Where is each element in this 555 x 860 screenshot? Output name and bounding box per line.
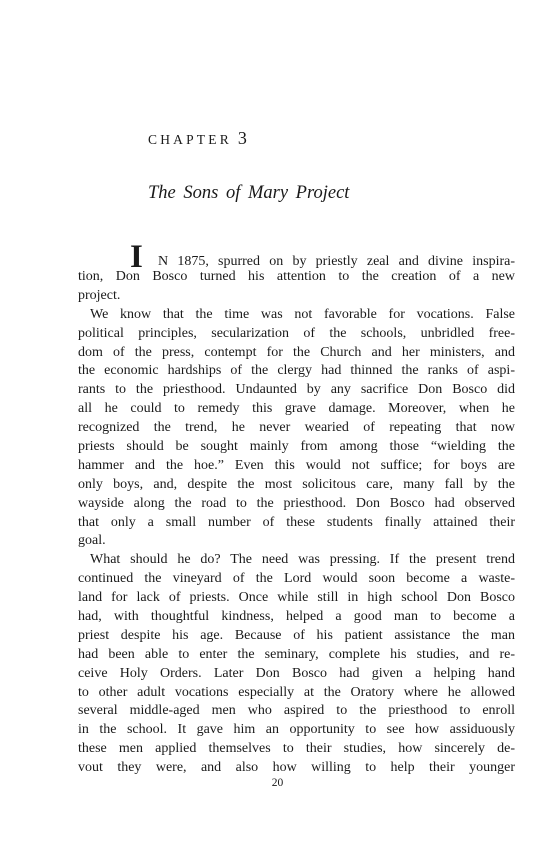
text-line: all he could to remedy this grave damage. Moreover, when he: [78, 401, 515, 417]
text-line: vout they were, and also how willing to help their younger: [78, 760, 515, 776]
text-line: tion, Don Bosco turned his attention to the creation of a new: [78, 269, 515, 284]
text-line: dom of the press, contempt for the Church and her ministers, and: [78, 344, 515, 360]
text-line: that only a small number of these students finally attained their: [78, 514, 515, 530]
text-line: rants to the priesthood. Undaunted by any sacrifice Don Bosco did: [78, 382, 515, 398]
text-line: goal.: [78, 533, 106, 549]
text-line: to other adult vocations especially at the Oratory where he allowed: [78, 684, 515, 700]
drop-cap: I: [130, 239, 143, 275]
text-line: priests should be sought mainly from among those “wielding the: [78, 439, 515, 455]
text-line: in the school. It gave him an opportunity to see how assiduously: [78, 722, 515, 738]
text-line: project.: [78, 287, 121, 303]
chapter-number: 3: [237, 128, 247, 148]
text-line: hammer and the hoe.” Even this would not suffice; for boys are: [78, 457, 515, 473]
page-number: 20: [271, 777, 284, 789]
text-line: We know that the time was not favorable for vocations. False: [90, 306, 515, 322]
text-line: continued the vineyard of the Lord would soon become a waste-: [78, 571, 515, 587]
text-line: ceive Holy Orders. Later Don Bosco had given a helping hand: [78, 665, 515, 681]
paragraph-start-line: [78, 306, 515, 325]
paragraph-start-line: [78, 551, 515, 570]
text-line: had been able to enter the seminary, complete his studies, and re-: [78, 646, 515, 662]
text-line: several middle-aged men who aspired to the priesthood to enroll: [78, 703, 515, 719]
text-line: had, with thoughtful kindness, helped a good man to become a: [78, 609, 515, 625]
body-text: [78, 239, 515, 778]
text-line: these men applied themselves to their studies, how sincerely de-: [78, 741, 515, 757]
text-line: land for lack of priests. Once while still in high school Don Bosco: [78, 590, 515, 606]
text-line: N 1875, spurred on by priestly zeal and divine inspira-: [158, 254, 515, 269]
chapter-label: CHAPTER: [148, 132, 232, 147]
chapter-heading: [148, 128, 247, 149]
text-line: political principles, secularization of the schools, unbridled free-: [78, 325, 515, 341]
chapter-title: The Sons of Mary Project: [148, 183, 350, 203]
opening-line: [78, 239, 515, 275]
text-line: only boys, and, despite the most solicitous care, many fall by the: [78, 476, 515, 492]
text-line: the economic hardships of the clergy had thinned the ranks of aspi-: [78, 363, 515, 379]
text-line: What should he do? The need was pressing. If the present trend: [90, 552, 515, 568]
text-line: recognized the trend, he never wearied of repeating that now: [78, 420, 515, 436]
text-line: priest despite his age. Because of his patient assistance the man: [78, 627, 515, 643]
text-line: wayside along the road to the priesthood. Don Bosco had observed: [78, 495, 515, 511]
